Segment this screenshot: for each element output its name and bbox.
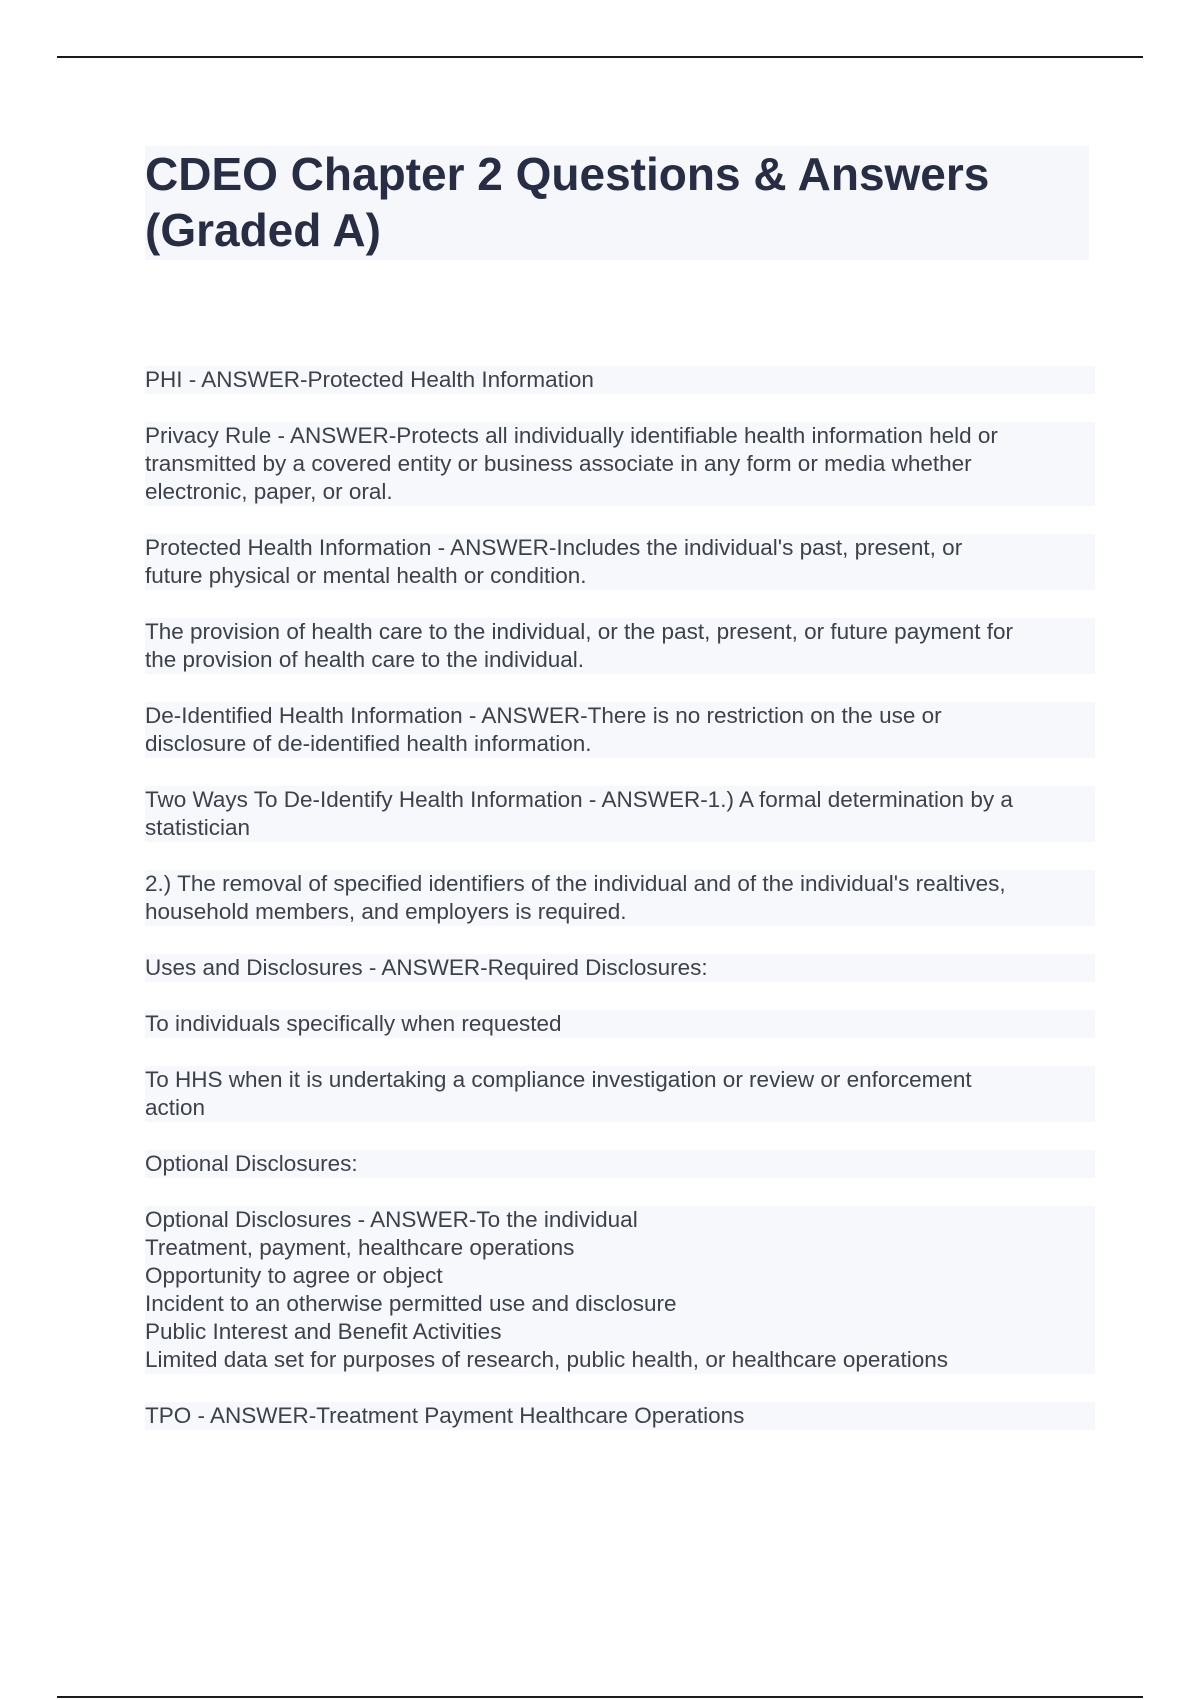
qa-item-phi — [145, 366, 1095, 394]
text-line: PHI - ANSWER-Protected Health Information — [145, 366, 1095, 394]
qa-item-tpo — [145, 1402, 1095, 1430]
text-line: statistician — [145, 814, 1095, 842]
text-line: Public Interest and Benefit Activities — [145, 1318, 1095, 1346]
text-line: 2.) The removal of specified identifiers of the individual and of the individual's realtives, — [145, 870, 1095, 898]
text-line: Treatment, payment, healthcare operations — [145, 1234, 1095, 1262]
text-line: Optional Disclosures: — [145, 1150, 1095, 1178]
text-line: Opportunity to agree or object — [145, 1262, 1095, 1290]
text-line: the provision of health care to the individual. — [145, 646, 1095, 674]
qa-item-protected-health-information — [145, 534, 1095, 590]
text-line: Protected Health Information - ANSWER-Includes the individual's past, present, or — [145, 534, 1095, 562]
text-line: disclosure of de-identified health information. — [145, 730, 1095, 758]
text-line: Two Ways To De-Identify Health Information - ANSWER-1.) A formal determination by a — [145, 786, 1095, 814]
text-line: To individuals specifically when requested — [145, 1010, 1095, 1038]
text-line: electronic, paper, or oral. — [145, 478, 1095, 506]
text-line: TPO - ANSWER-Treatment Payment Healthcare Operations — [145, 1402, 1095, 1430]
text-line: To HHS when it is undertaking a compliance investigation or review or enforcement — [145, 1066, 1095, 1094]
text-line: Optional Disclosures - ANSWER-To the individual — [145, 1206, 1095, 1234]
qa-item-to-individuals — [145, 1010, 1095, 1038]
qa-content — [145, 366, 1095, 1458]
page-title: CDEO Chapter 2 Questions & Answers (Graded A) — [145, 148, 990, 256]
title-block — [145, 146, 1089, 260]
text-line: future physical or mental health or condition. — [145, 562, 1095, 590]
qa-item-optional-disclosures — [145, 1206, 1095, 1374]
text-line: Privacy Rule - ANSWER-Protects all individually identifiable health information held or — [145, 422, 1095, 450]
qa-item-to-hhs — [145, 1066, 1095, 1122]
qa-item-uses-and-disclosures — [145, 954, 1095, 982]
footer-rule — [57, 1696, 1143, 1698]
qa-item-removal-of-identifiers — [145, 870, 1095, 926]
text-line: Uses and Disclosures - ANSWER-Required Disclosures: — [145, 954, 1095, 982]
qa-item-two-ways — [145, 786, 1095, 842]
text-line: action — [145, 1094, 1095, 1122]
text-line: The provision of health care to the individual, or the past, present, or future payment for — [145, 618, 1095, 646]
qa-item-optional-disclosures-heading — [145, 1150, 1095, 1178]
text-line: De-Identified Health Information - ANSWER-There is no restriction on the use or — [145, 702, 1095, 730]
text-line: Limited data set for purposes of research, public health, or healthcare operations — [145, 1346, 1095, 1374]
header-rule — [57, 56, 1143, 58]
text-line: household members, and employers is required. — [145, 898, 1095, 926]
text-line: transmitted by a covered entity or business associate in any form or media whether — [145, 450, 1095, 478]
qa-item-de-identified — [145, 702, 1095, 758]
qa-item-provision-of-health-care — [145, 618, 1095, 674]
qa-item-privacy-rule — [145, 422, 1095, 506]
text-line: Incident to an otherwise permitted use and disclosure — [145, 1290, 1095, 1318]
